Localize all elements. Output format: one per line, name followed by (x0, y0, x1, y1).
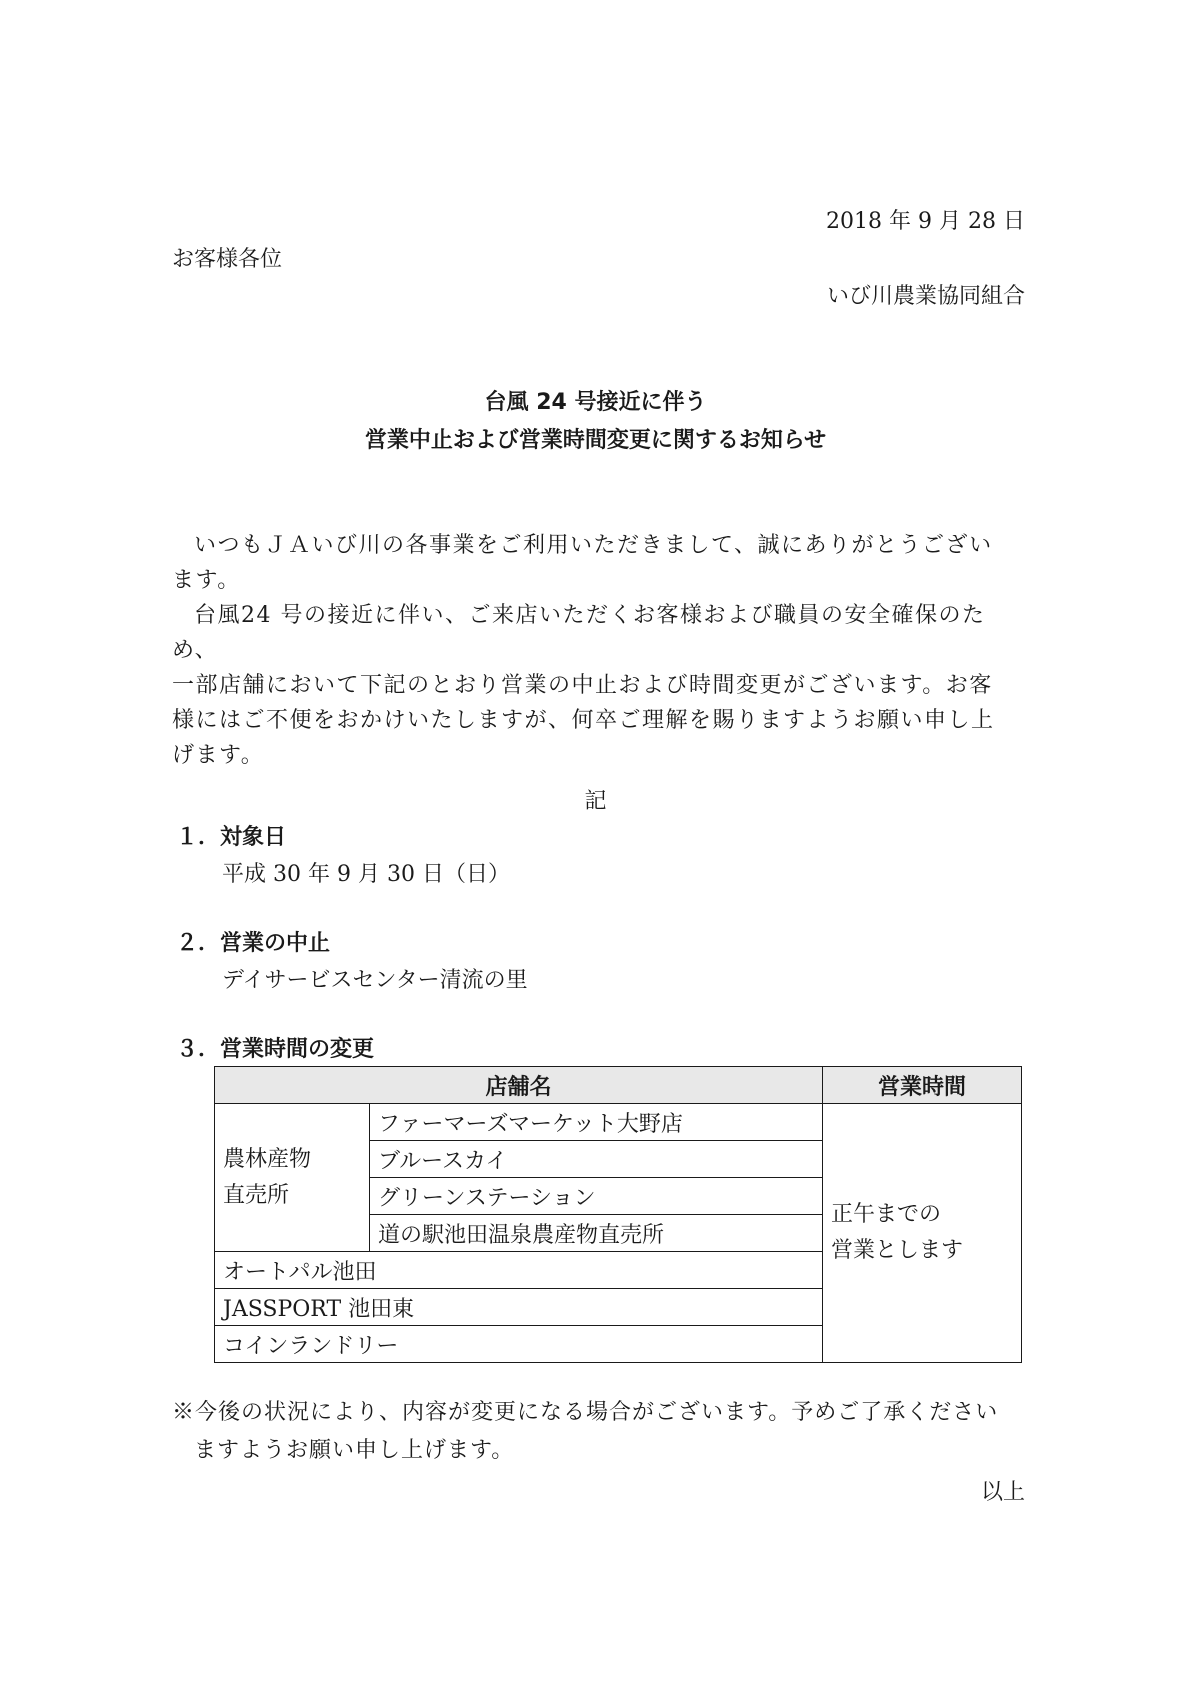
category-label-line-1: 農林産物 (223, 1146, 312, 1172)
title-line-2: 営業中止および営業時間変更に関するお知らせ (364, 428, 827, 453)
table-row (215, 1104, 1022, 1141)
addressee: お客様各位 (172, 247, 283, 272)
note-line-2: ますようお願い申し上げます。 (194, 1438, 515, 1463)
store-name: グリーンステーション (370, 1178, 823, 1215)
category-label-line-2: 直売所 (223, 1182, 290, 1208)
business-hours-table (214, 1066, 1022, 1363)
ki-mark: 記 (584, 789, 607, 814)
store-name: オートパル池田 (215, 1252, 823, 1289)
section-3-heading: ３．営業時間の変更 (176, 1037, 375, 1062)
section-2-heading: ２．営業の中止 (176, 931, 331, 956)
closing-mark: 以上 (980, 1480, 1025, 1505)
section-1-heading: １．対象日 (176, 825, 287, 850)
section-2-content: デイサービスセンター清流の里 (222, 968, 528, 993)
body-p1-line-b: ます。 (172, 568, 241, 593)
body-p2-line-c: 様にはご不便をおかけいたしますが、何卒ご理解を賜りますようお願い申し上 (172, 708, 995, 733)
store-name: コインランドリー (215, 1326, 823, 1363)
body-p2-line-b: 一部店舗において下記のとおり営業の中止および時間変更がございます。お客 (172, 673, 993, 698)
body-text (172, 528, 1030, 773)
header-business-hours: 営業時間 (823, 1067, 1022, 1104)
table-header-row (215, 1067, 1022, 1104)
store-name: JASSPORT 池田東 (215, 1289, 823, 1326)
body-paragraph-2 (172, 598, 1030, 668)
hours-line-2: 営業とします (831, 1238, 964, 1263)
category-cell (215, 1104, 370, 1252)
document-date: 2018 年 9 月 28 日 (826, 209, 1025, 234)
section-1-content: 平成 30 年 9 月 30 日（日） (222, 862, 510, 887)
store-name: ブルースカイ (370, 1141, 823, 1178)
body-p1-line-a: いつもＪＡいび川の各事業をご利用いただきまして、誠にありがとうござい (194, 533, 993, 558)
note (172, 1394, 1032, 1470)
store-name: 道の駅池田温泉農産物直売所 (370, 1215, 823, 1252)
hours-line-1: 正午までの (831, 1202, 942, 1227)
body-paragraph-1 (172, 528, 1030, 563)
header-store-name: 店舗名 (215, 1067, 823, 1104)
body-p2-line-d: げます。 (172, 743, 265, 768)
title-line-1: 台風 24 号接近に伴う (484, 390, 707, 415)
hours-cell (823, 1104, 1022, 1363)
note-line-1: ※今後の状況により、内容が変更になる場合がございます。予めご了承ください (172, 1400, 999, 1425)
sender-organization: いび川農業協同組合 (826, 284, 1025, 309)
body-p2-line-a: 台風24 号の接近に伴い、ご来店いただくお客様および職員の安全確保のため、 (172, 603, 986, 663)
store-name: ファーマーズマーケット大野店 (370, 1104, 823, 1141)
